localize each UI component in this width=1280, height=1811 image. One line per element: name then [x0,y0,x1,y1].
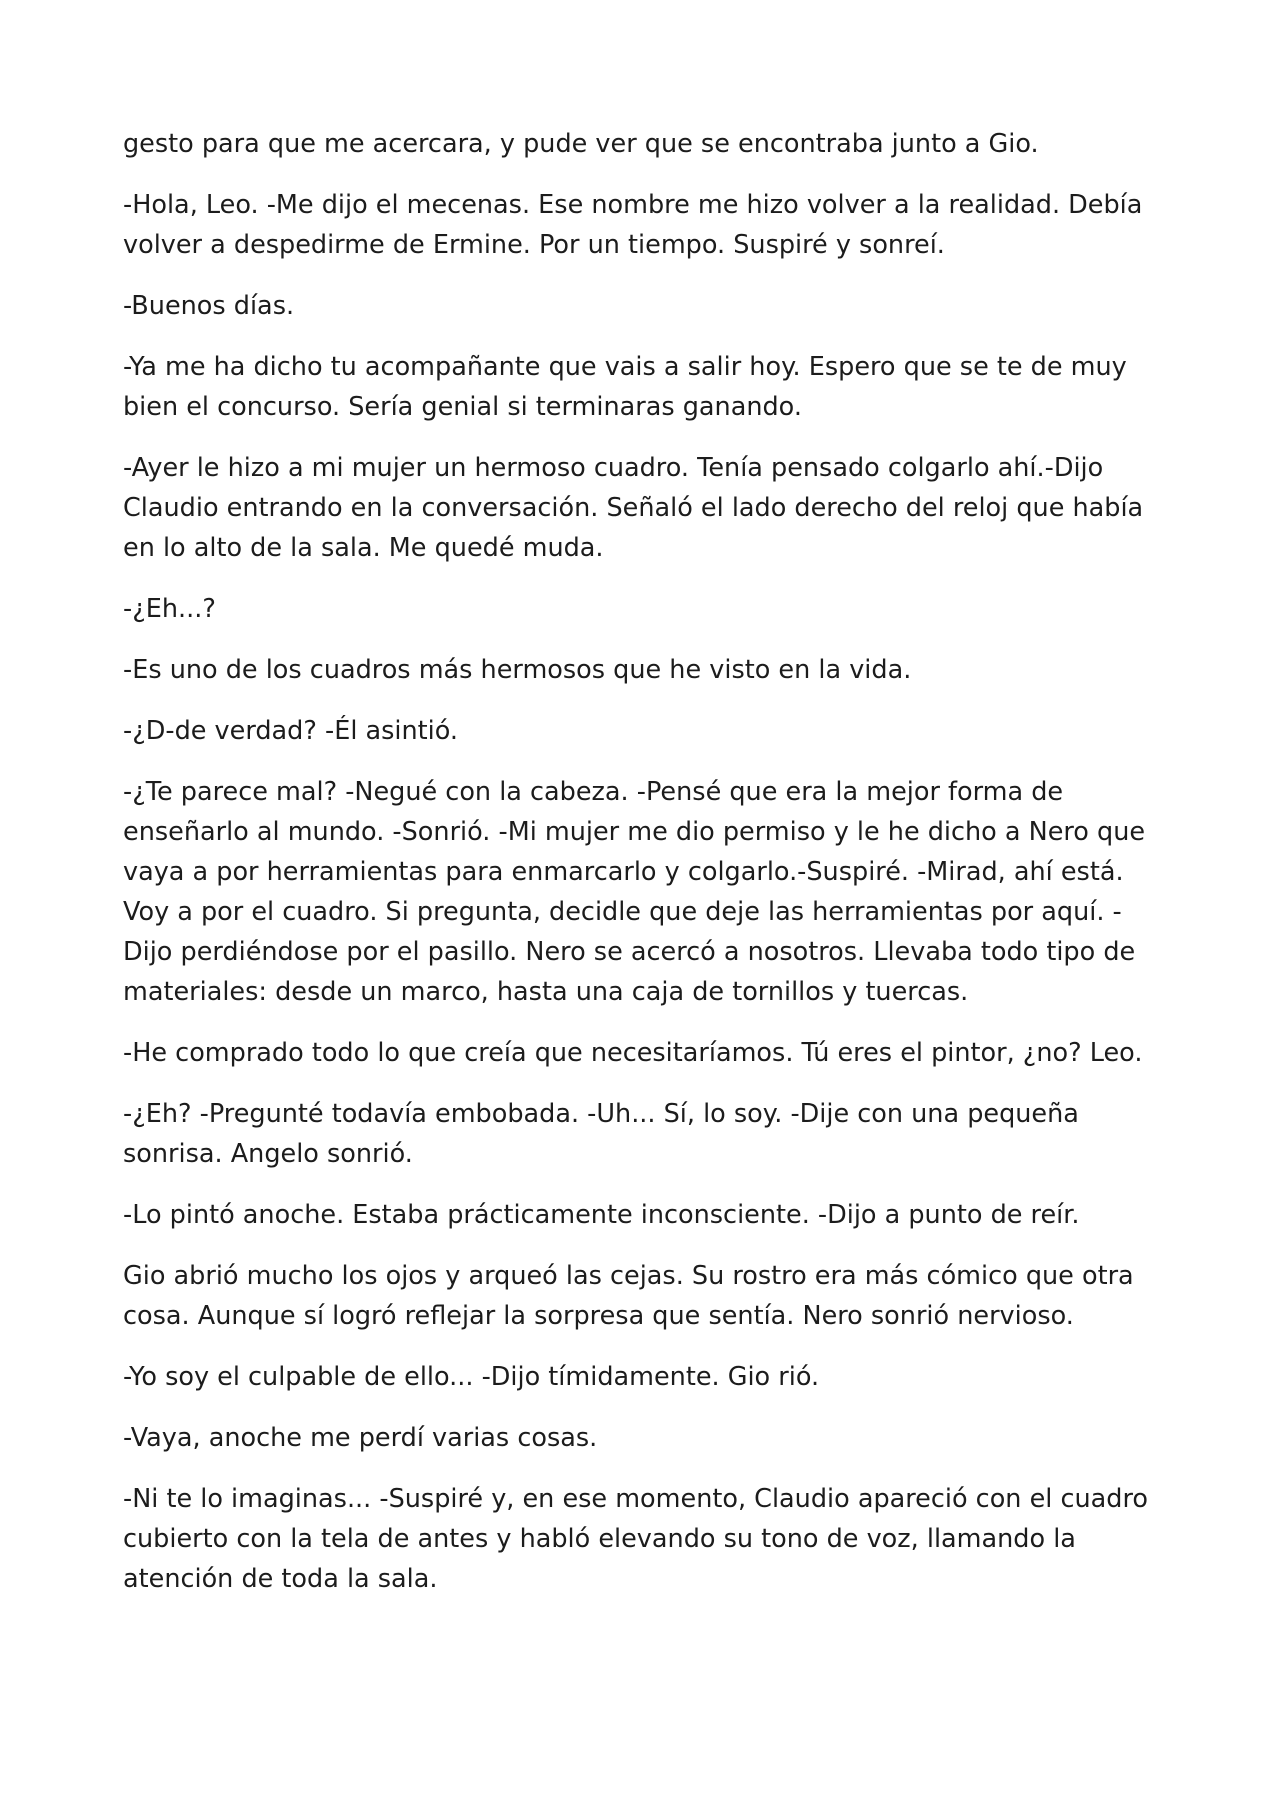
paragraph: -Es uno de los cuadros más hermosos que he visto en la vida. [123,655,912,685]
paragraph: -¿D-de verdad? -Él asintió. [123,716,459,746]
paragraph: -He comprado todo lo que creía que necesitaríamos. Tú eres el pintor, ¿no? Leo. [123,1038,1143,1068]
document-page [123,124,1168,1620]
paragraph: -Ya me ha dicho tu acompañante que vais a salir hoy. Espero que se te de muy bien el concurso. Sería genial si terminaras ganando. [123,352,1127,422]
paragraph: -Vaya, anoche me perdí varias cosas. [123,1423,598,1453]
paragraph: -Ayer le hizo a mi mujer un hermoso cuadro. Tenía pensado colgarlo ahí.-Dijo Claudio entrando en la conversación. Señaló el lado derecho del reloj que había en lo alto de la sala. Me quedé muda. [123,453,1144,563]
paragraph: -Buenos días. [123,291,295,321]
paragraph: -¿Eh? -Pregunté todavía embobada. -Uh... Sí, lo soy. -Dije con una pequeña sonrisa. Angelo sonrió. [123,1099,1079,1169]
paragraph: -Hola, Leo. -Me dijo el mecenas. Ese nombre me hizo volver a la realidad. Debía volver a despedirme de Ermine. Por un tiempo. Suspiré y sonreí. [123,190,1143,260]
paragraph: -Lo pintó anoche. Estaba prácticamente inconsciente. -Dijo a punto de reír. [123,1200,1080,1230]
paragraph: -Yo soy el culpable de ello... -Dijo tímidamente. Gio rió. [123,1362,820,1392]
paragraph: gesto para que me acercara, y pude ver que se encontraba junto a Gio. [123,129,1039,159]
paragraph: -Ni te lo imaginas... -Suspiré y, en ese momento, Claudio apareció con el cuadro cubierto con la tela de antes y habló elevando su tono de voz, llamando la atención de toda la sala. [123,1484,1148,1594]
paragraph: -¿Eh...? [123,594,216,624]
paragraph: Gio abrió mucho los ojos y arqueó las cejas. Su rostro era más cómico que otra cosa. Aunque sí logró reflejar la sorpresa que sentía. Nero sonrió nervioso. [123,1261,1134,1331]
paragraph: -¿Te parece mal? -Negué con la cabeza. -Pensé que era la mejor forma de enseñarlo al mundo. -Sonrió. -Mi mujer me dio permiso y le he dicho a Nero que vaya a por herramientas para enmarcarlo y colgarlo.-Suspiré. -Mirad, ahí está. Voy a por el cuadro. Si pregunta, decidle que deje las herramientas por aquí. -Dijo perdiéndose por el pasillo. Nero se acercó a nosotros. Llevaba todo tipo de materiales: desde un marco, hasta una caja de tornillos y tuercas. [123,777,1146,1007]
